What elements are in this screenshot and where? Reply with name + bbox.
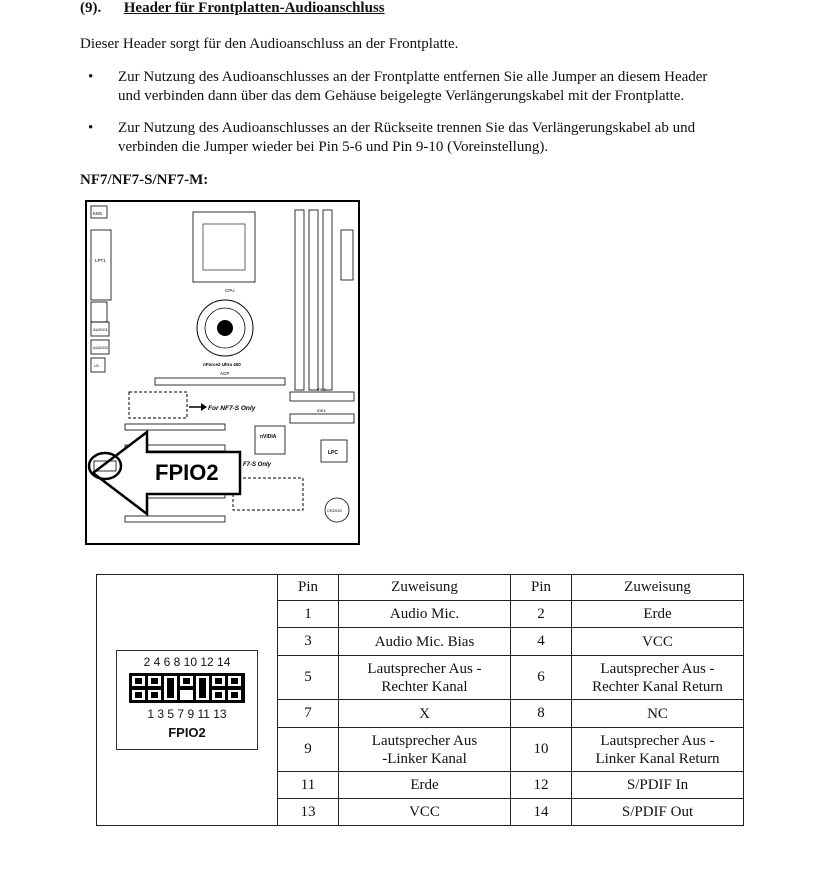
header-pin-2: Pin [511, 575, 572, 601]
pin-assignment: Erde [339, 772, 511, 799]
assignment-line: Rechter Kanal Return [592, 678, 723, 695]
fpio2-callout-label: FPIO2 [155, 460, 219, 485]
u1-label: U1 [94, 363, 100, 368]
bullet-1-line-1: Zur Nutzung des Audioanschlusses an der Frontplatte entfernen Sie alle Jumper an diesem Header [118, 69, 708, 85]
pin-number: 8 [511, 700, 572, 728]
assignment-line: Linker Kanal Return [595, 750, 720, 767]
audio1-label: AUDIO1 [93, 327, 108, 332]
header-assignment-1: Zuweisung [339, 575, 511, 601]
pin-assignment: VCC [572, 628, 744, 656]
pin-number: 6 [511, 656, 572, 700]
pin-number: 1 [278, 601, 339, 628]
assignment-line: Lautsprecher Aus - [367, 660, 482, 677]
pin-number: 10 [511, 728, 572, 772]
section-heading [80, 0, 385, 17]
nvidia-label: nVIDIA [260, 434, 277, 440]
bullet-2-line-2: verbinden die Jumper wieder bei Pin 5-6 und Pin 9-10 (Voreinstellung). [118, 139, 549, 155]
connector-pins-graphic [129, 673, 245, 703]
pin-assignment [339, 656, 511, 700]
pin-assignment: Audio Mic. Bias [339, 628, 511, 656]
bullet-rear-panel [80, 119, 760, 157]
chipset-label: nForce2 Ultra 400 [203, 362, 241, 367]
pin-number: 11 [278, 772, 339, 799]
agp-label: AGP [220, 371, 230, 376]
pin-number: 12 [511, 772, 572, 799]
cpu-label: CPU [225, 288, 235, 293]
connector-diagram-cell [97, 575, 278, 826]
pin-assignment: S/PDIF In [572, 772, 744, 799]
assignment-line: Rechter Kanal [381, 678, 468, 695]
pin-number: 7 [278, 700, 339, 728]
bullet-front-panel [80, 68, 760, 106]
section-number: (9). [80, 0, 102, 16]
intro-text: Dieser Header sorgt für den Audioanschluss an der Frontplatte. [80, 36, 459, 52]
header-assignment-2: Zuweisung [572, 575, 744, 601]
bullet-dot: • [88, 120, 94, 136]
pin-number: 13 [278, 799, 339, 826]
header-pin-1: Pin [278, 575, 339, 601]
nf7s-only-label-2: F7-S Only [243, 462, 272, 468]
odd-pin-numbers: 1 3 5 7 9 11 13 [147, 707, 227, 721]
section-title: Header für Frontplatten-Audioanschluss [123, 0, 385, 16]
battery-label: CR2032 [327, 508, 342, 513]
pin-assignment [339, 728, 511, 772]
pin-assignment [572, 656, 744, 700]
pin-number: 9 [278, 728, 339, 772]
board-model-label: NF7/NF7-S/NF7-M: [80, 172, 209, 188]
pin-number: 5 [278, 656, 339, 700]
audio2-label: AUDIO2 [93, 345, 108, 350]
pin-assignment-table [96, 574, 744, 826]
km1-label: KM1 [93, 211, 103, 216]
lpt1-label: LPT1 [95, 258, 106, 263]
assignment-line: Lautsprecher Aus [371, 732, 478, 749]
pin-assignment: S/PDIF Out [572, 799, 744, 826]
pin-assignment: NC [572, 700, 744, 728]
pin-assignment: VCC [339, 799, 511, 826]
even-pin-numbers: 2 4 6 8 10 12 14 [143, 655, 231, 669]
pin-assignment: Erde [572, 601, 744, 628]
for-nf7s-only-label: For NF7-S Only [208, 405, 256, 412]
assignment-line: Lautsprecher Aus - [600, 660, 715, 677]
pin-number: 4 [511, 628, 572, 656]
pin-number: 3 [278, 628, 339, 656]
pin-number: 2 [511, 601, 572, 628]
ide2-label: IDE2 [317, 387, 326, 392]
pin-assignment: Audio Mic. [339, 601, 511, 628]
assignment-line: -Linker Kanal [382, 750, 467, 767]
connector-name: FPIO2 [168, 725, 206, 740]
ide1-label: IDE1 [317, 408, 326, 413]
lpc-label: LPC [328, 450, 338, 456]
pin-assignment [572, 728, 744, 772]
bullet-2-line-1: Zur Nutzung des Audioanschlusses an der Rückseite trennen Sie das Verlängerungskabel ab und [118, 120, 696, 136]
pin-number: 14 [511, 799, 572, 826]
fpio2-connector-diagram [116, 650, 258, 750]
motherboard-diagram [85, 200, 360, 545]
bullet-1-line-2: und verbinden dann über das dem Gehäuse beigelegte Verlängerungskabel mit der Frontplatte. [118, 88, 685, 104]
bullet-dot: • [88, 69, 94, 85]
assignment-line: Lautsprecher Aus - [600, 732, 715, 749]
pin-assignment: X [339, 700, 511, 728]
